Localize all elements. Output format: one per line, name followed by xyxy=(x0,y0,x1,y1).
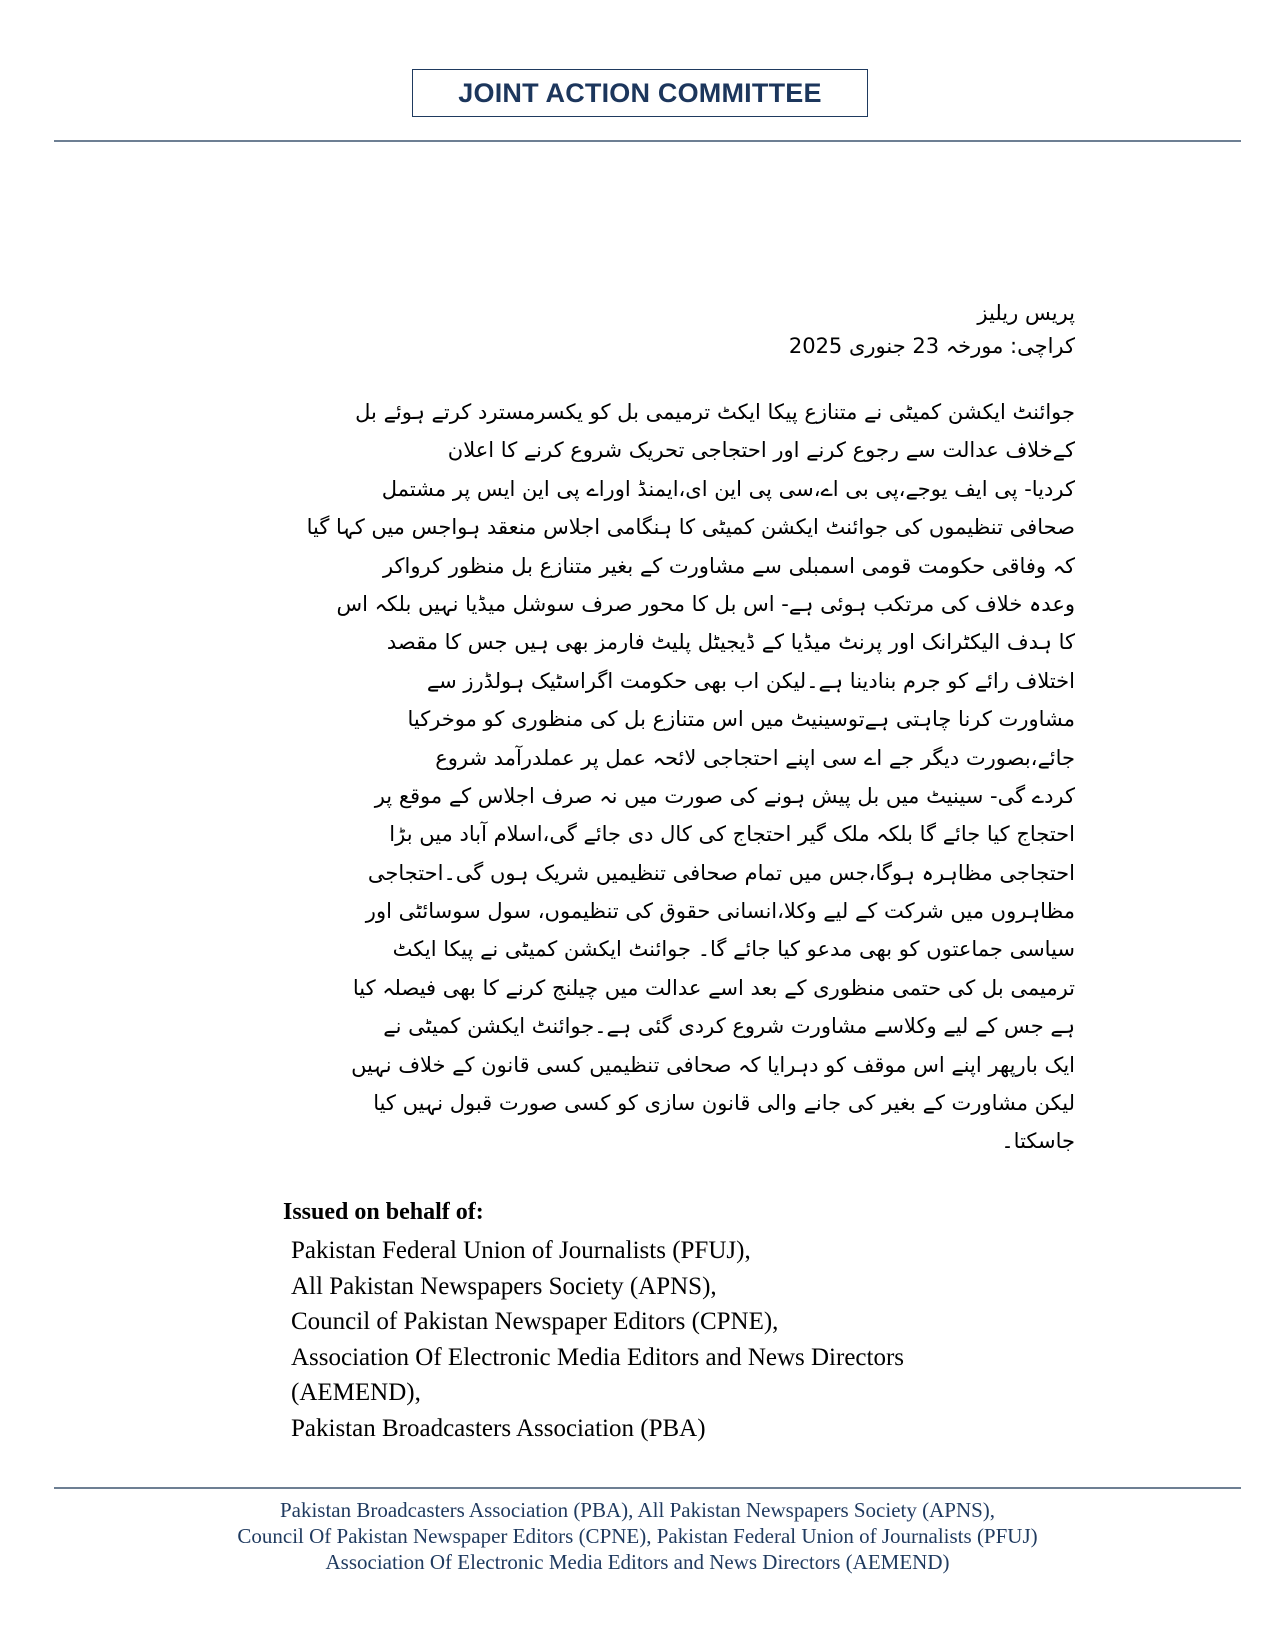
body-line: کردیا- پی ایف یوجے،پی بی اے،سی پی این ای،ایمنڈ اوراے پی این ایس پر مشتمل xyxy=(381,476,1075,501)
body-line: وعدہ خلاف کی مرتکب ہوئی ہے- اس بل کا محور صرف سوشل میڈیا نہیں بلکہ اس xyxy=(336,591,1075,616)
body-line: کا ہدف الیکٹرانک اور پرنٹ میڈیا کے ڈیجیٹل پلیٹ فارمز بھی ہیں جس کا مقصد xyxy=(386,630,1075,655)
letterhead-title-box xyxy=(412,69,868,117)
organization-line: Council of Pakistan Newspaper Editors (CPNE), xyxy=(291,1308,779,1335)
footer-line: Council Of Pakistan Newspaper Editors (CPNE), Pakistan Federal Union of Journalists (PFUJ) xyxy=(237,1524,1038,1548)
press-release-date: کراچی: مورخہ 23 جنوری 2025 xyxy=(788,334,1075,358)
issued-on-behalf-heading: Issued on behalf of: xyxy=(283,1199,484,1225)
organization-line: Pakistan Broadcasters Association (PBA) xyxy=(291,1414,706,1442)
issuing-organizations xyxy=(291,1233,904,1446)
press-release-title: پریس ریلیز xyxy=(977,301,1075,325)
body-line: مشاورت کرنا چاہتی ہےتوسینیٹ میں اس متنازع بل کی منظوری کو موخرکیا xyxy=(407,707,1075,732)
footer-line: Association Of Electronic Media Editors and News Directors (AEMEND) xyxy=(325,1550,950,1574)
body-line: کےخلاف عدالت سے رجوع کرنے اور احتجاجی تحریک شروع کرنے کا اعلان xyxy=(447,438,1075,463)
body-line: احتجاجی مظاہرہ ہوگا،جس میں تمام صحافی تنظیمیں شریک ہوں گی۔احتجاجی xyxy=(367,860,1075,885)
letterhead-title: JOINT ACTION COMMITTEE xyxy=(458,77,822,108)
body-line: جاسکتا۔ xyxy=(1001,1129,1075,1154)
organization-line: Pakistan Federal Union of Journalists (PFUJ), xyxy=(291,1237,751,1264)
press-release-body xyxy=(140,393,1075,1161)
body-line: کہ وفاقی حکومت قومی اسمبلی سے مشاورت کے بغیر متنازع بل منظور کرواکر xyxy=(382,553,1075,578)
footer-line: Pakistan Broadcasters Association (PBA), All Pakistan Newspapers Society (APNS), xyxy=(279,1498,996,1522)
body-line: سیاسی جماعتوں کو بھی مدعو کیا جائے گا۔ جوائنٹ ایکشن کمیٹی نے پیکا ایکٹ xyxy=(392,937,1075,962)
body-line: کردے گی- سینیٹ میں بل پیش ہونے کی صورت میں نہ صرف اجلاس کے موقع پر xyxy=(374,783,1075,808)
body-line: جائے،بصورت دیگر جے اے سی اپنے احتجاجی لائحہ عمل پر عملدرآمد شروع xyxy=(435,745,1075,770)
body-line: احتجاج کیا جائے گا بلکہ ملک گیر احتجاج کی کال دی جائے گی،اسلام آباد میں بڑا xyxy=(389,822,1075,847)
organization-line: Association Of Electronic Media Editors and News Directors xyxy=(291,1343,905,1371)
body-line: ایک بارپھر اپنے اس موقف کو دہرایا کہ صحافی تنظیمیں کسی قانون کے خلاف نہیں xyxy=(351,1052,1075,1077)
body-line: مظاہروں میں شرکت کے لیے وکلا،انسانی حقوق کی تنظیموں، سول سوسائٹی اور xyxy=(365,899,1075,924)
footer xyxy=(0,1497,1275,1575)
body-line: جوائنٹ ایکشن کمیٹی نے متنازع پیکا ایکٹ ترمیمی بل کو یکسرمسترد کرتے ہوئے بل xyxy=(355,400,1075,424)
body-line: لیکن مشاورت کے بغیر کی جانے والی قانون سازی کو کسی صورت قبول نہیں کیا xyxy=(373,1091,1075,1116)
body-line: اختلاف رائے کو جرم بنادینا ہے۔لیکن اب بھی حکومت اگراسٹیک ہولڈرز سے xyxy=(426,668,1075,693)
footer-divider xyxy=(54,1487,1241,1489)
organization-line: (AEMEND), xyxy=(291,1379,421,1406)
body-line: ہے جس کے لیے وکلاسے مشاورت شروع کردی گئی ہے۔جوائنٹ ایکشن کمیٹی نے xyxy=(383,1014,1075,1039)
header-divider xyxy=(54,140,1241,142)
organization-line: All Pakistan Newspapers Society (APNS), xyxy=(291,1272,717,1300)
body-line: ترمیمی بل کی حتمی منظوری کے بعد اسے عدالت میں چیلنج کرنے کا بھی فیصلہ کیا xyxy=(352,975,1075,1000)
body-line: صحافی تنظیموں کی جوائنٹ ایکشن کمیٹی کا ہنگامی اجلاس منعقد ہواجس میں کہا گیا xyxy=(306,515,1075,540)
